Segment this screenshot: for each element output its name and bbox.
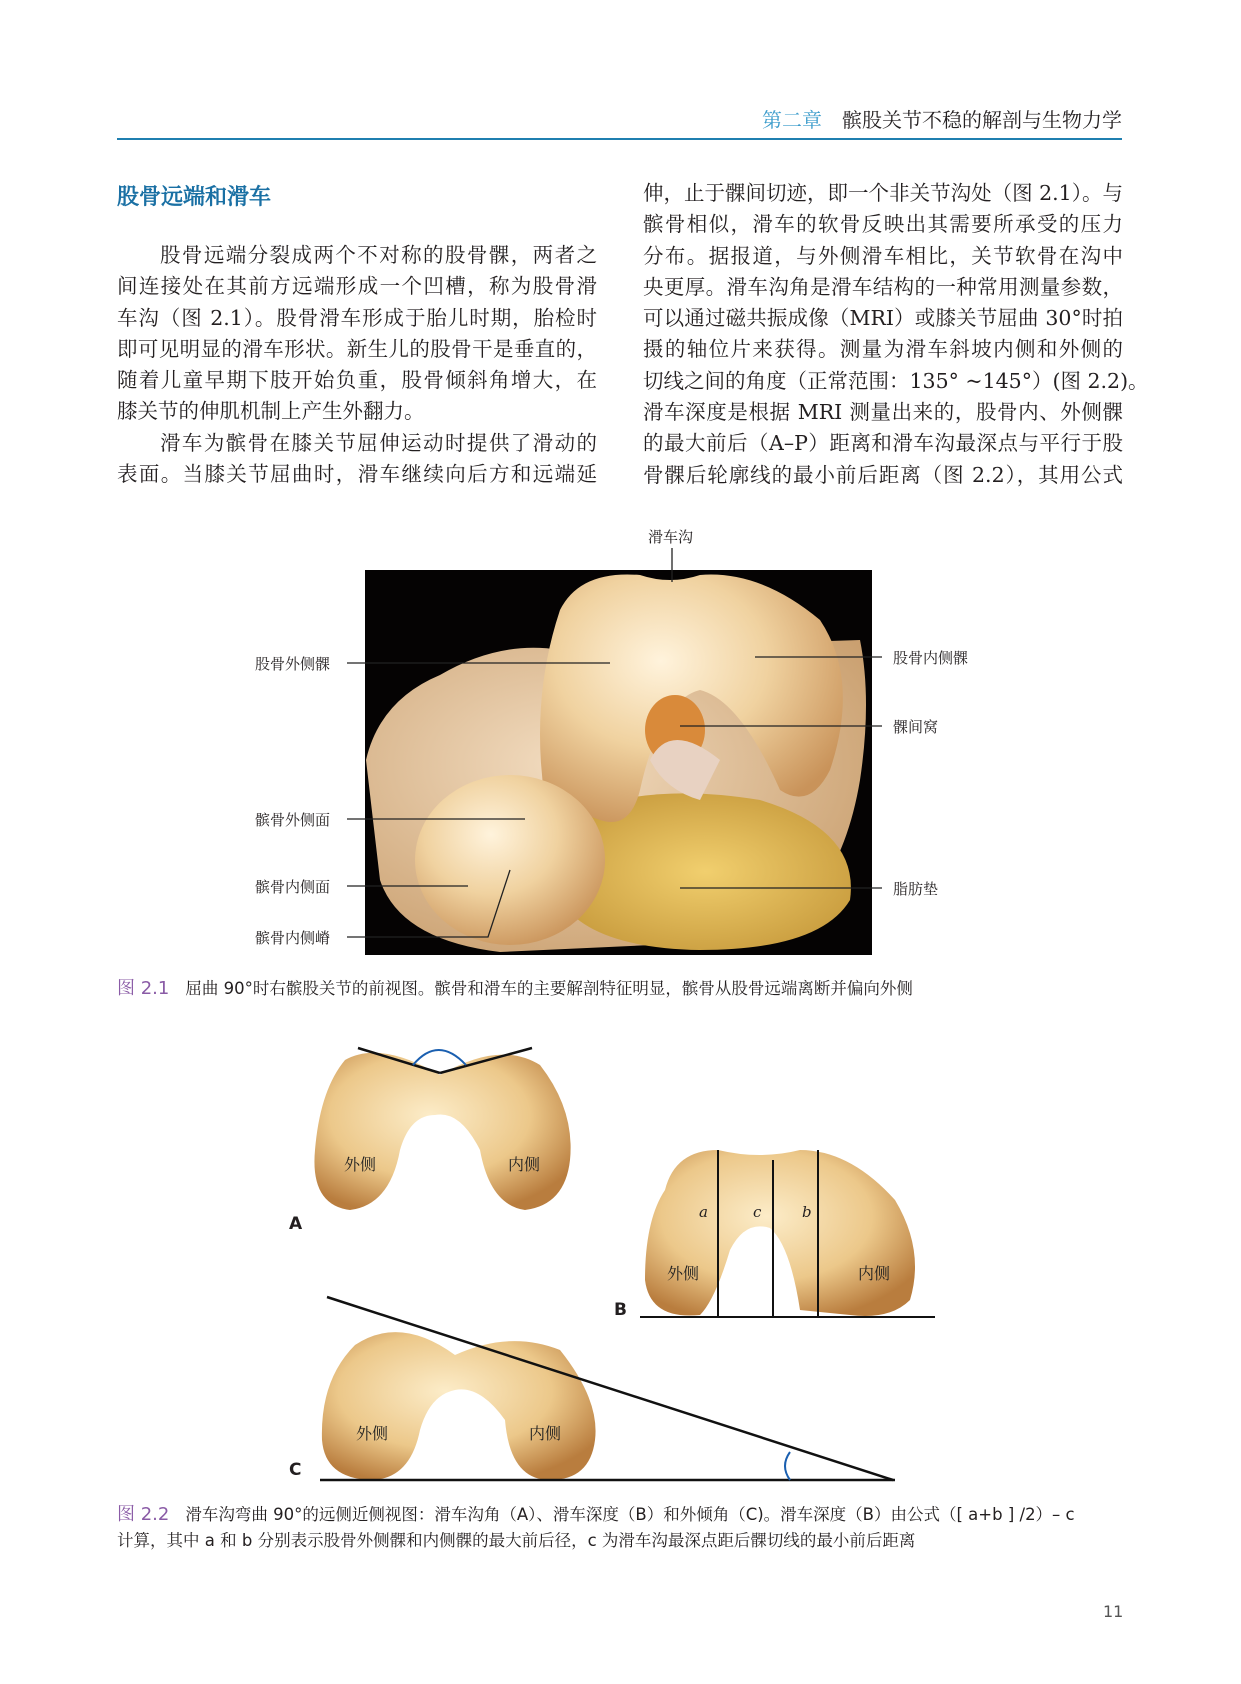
label-intercondylar-notch: 髁间窝: [893, 718, 939, 736]
label-lateral-a: 外侧: [344, 1155, 377, 1174]
caption-label: 图 2.2: [117, 1504, 170, 1525]
text-line: 随着儿童早期下肢开始负重，股骨倾斜角增大，在: [117, 368, 597, 393]
label-medial-patellar-facet: 髌骨内侧面: [255, 878, 331, 896]
femur-a: [314, 1053, 570, 1210]
label-lateral-patellar-facet: 髌骨外侧面: [255, 811, 331, 829]
figure-2-1-caption: [117, 976, 913, 1002]
text-line: 滑车深度是根据 MRI 测量出来的，股骨内、外侧髁: [643, 400, 1123, 425]
label-lateral-c: 外侧: [356, 1424, 389, 1443]
var-a: a: [699, 1203, 708, 1221]
label-lateral-femoral-condyle: 股骨外侧髁: [255, 655, 331, 673]
chapter-number: 第二章: [762, 108, 822, 132]
caption-text: 屈曲 90°时右髌股关节的前视图。髌骨和滑车的主要解剖特征明显，髌骨从股骨远端离断并偏向外侧: [185, 979, 913, 998]
text-line: 可以通过磁共振成像（MRI）或膝关节屈曲 30°时拍: [643, 306, 1123, 331]
text-line: 股骨远端分裂成两个不对称的股骨髁，两者之: [160, 243, 597, 267]
label-lateral-b: 外侧: [667, 1264, 700, 1283]
label-medial-femoral-condyle: 股骨内侧髁: [893, 649, 969, 667]
text-line: 表面。当膝关节屈曲时，滑车继续向后方和远端延: [117, 462, 597, 487]
label-trochlear-groove: 滑车沟: [648, 528, 694, 546]
label-medial-a: 内侧: [508, 1155, 541, 1174]
text-line: 央更厚。滑车沟角是滑车结构的一种常用测量参数，: [643, 274, 1123, 299]
text-line: 摄的轴位片来获得。测量为滑车斜坡内侧和外侧的: [643, 337, 1123, 362]
panel-letter-b: B: [614, 1300, 627, 1320]
page-number: 11: [1103, 1602, 1124, 1621]
section-title: 股骨远端和滑车: [117, 185, 272, 210]
panel-letter-c: C: [289, 1460, 302, 1480]
var-c: c: [753, 1203, 762, 1221]
femur-c: [322, 1332, 596, 1480]
label-medial-patellar-ridge: 髌骨内侧嵴: [255, 929, 331, 947]
text-line: 髌骨相似，滑车的软骨反映出其需要所承受的压力: [643, 212, 1123, 237]
text-line: 即可见明显的滑车形状。新生儿的股骨干是垂直的，: [117, 336, 597, 361]
figure-2-2-diagram: [0, 1000, 1241, 1500]
chapter-title: 髌股关节不稳的解剖与生物力学: [842, 108, 1122, 132]
panel-letter-a: A: [289, 1214, 303, 1234]
femur-b: [645, 1150, 915, 1316]
text-line: 车沟（图 2.1）。股骨滑车形成于胎儿时期，胎检时: [117, 305, 597, 330]
text-line: 滑车为髌骨在膝关节屈伸运动时提供了滑动的: [160, 430, 597, 455]
text-line: 间连接处在其前方远端形成一个凹槽，称为股骨滑: [117, 274, 597, 299]
label-medial-b: 内侧: [858, 1264, 891, 1283]
label-fat-pad: 脂肪垫: [893, 880, 939, 898]
text-line: 伸，止于髁间切迹，即一个非关节沟处（图 2.1）。与: [643, 181, 1123, 205]
caption-text-line1: 滑车沟弯曲 90°的远侧近侧视图：滑车沟角（A）、滑车深度（B）和外倾角（C)。滑车深度（B）由公式（[ a+b ] /2）– c: [185, 1505, 1075, 1524]
text-line: 切线之间的角度（正常范围：135° ~145°）(图 2.2)。: [643, 368, 1149, 393]
var-b: b: [802, 1203, 812, 1221]
text-line: 膝关节的伸肌机制上产生外翻力。: [117, 399, 425, 424]
text-line: 骨髁后轮廓线的最小前后距离（图 2.2），其用公式: [643, 462, 1123, 487]
label-medial-c: 内侧: [529, 1424, 562, 1443]
text-line: 的最大前后（A–P）距离和滑车沟最深点与平行于股: [643, 431, 1123, 456]
caption-label: 图 2.1: [117, 978, 170, 999]
figure-2-2-caption: [117, 1502, 1075, 1554]
caption-text-line2: 计算，其中 a 和 b 分别表示股骨外侧髁和内侧髁的最大前后径，c 为滑车沟最深点距后髁切线的最小前后距离: [117, 1531, 916, 1550]
text-line: 分布。据报道，与外侧滑车相比，关节软骨在沟中: [643, 243, 1123, 268]
